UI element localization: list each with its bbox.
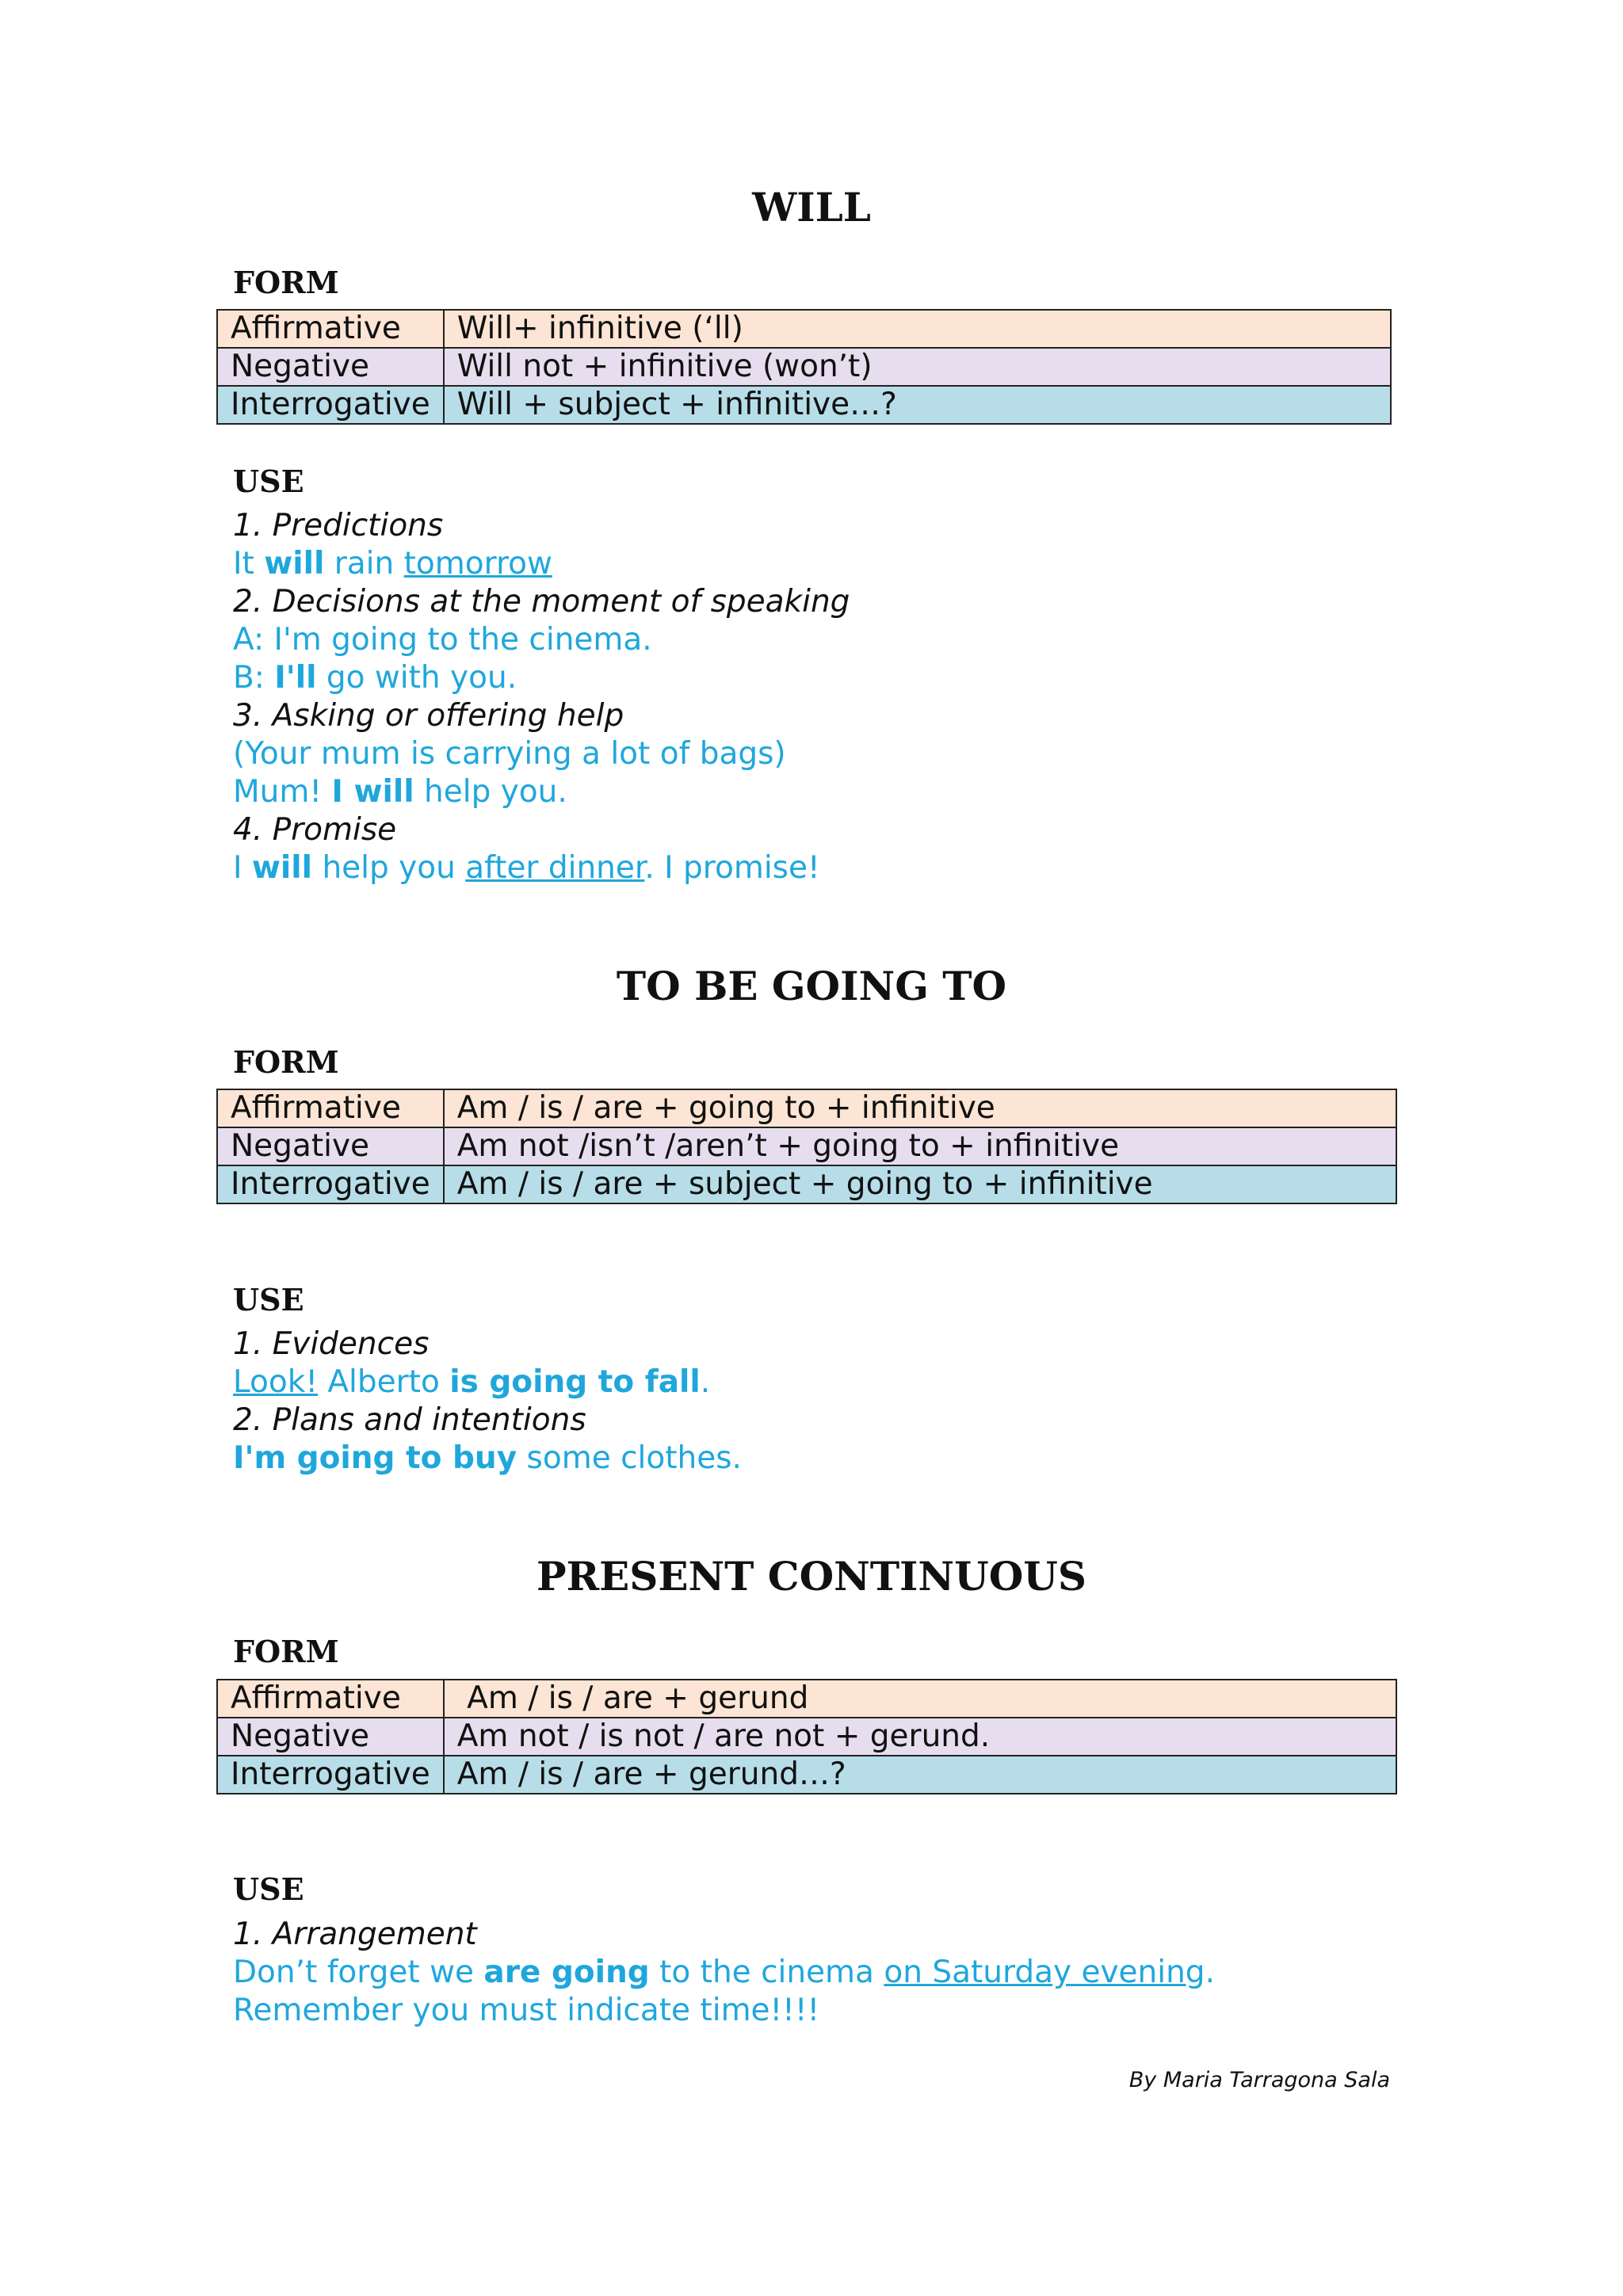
row-value: Am / is / are + gerund…? — [444, 1756, 1396, 1794]
use-item: 2. Plans and intentions — [233, 1402, 586, 1438]
section-title-going-to: TO BE GOING TO — [616, 963, 1007, 1009]
row-label: Interrogative — [217, 1756, 444, 1794]
table-row — [217, 348, 1391, 386]
example-line: I will help you after dinner. I promise! — [233, 850, 820, 886]
row-value: Am / is / are + gerund — [444, 1680, 1396, 1718]
use-item: 2. Decisions at the moment of speaking — [233, 584, 850, 620]
row-label: Negative — [217, 1718, 444, 1756]
row-value: Will not + infinitive (won’t) — [444, 348, 1391, 386]
form-table-present-continuous — [216, 1679, 1397, 1794]
row-label: Affirmative — [217, 1089, 444, 1127]
table-row — [217, 1127, 1396, 1165]
use-heading-will: USE — [233, 463, 304, 499]
example-line: Remember you must indicate time!!!! — [233, 1993, 820, 2028]
example-line: Mum! I will help you. — [233, 774, 567, 810]
form-heading-going-to: FORM — [233, 1044, 339, 1080]
table-row — [217, 1165, 1396, 1203]
example-line: It will rain tomorrow — [233, 546, 552, 582]
use-list-going-to — [233, 1325, 742, 1478]
use-heading-present-continuous: USE — [233, 1871, 304, 1907]
row-label: Negative — [217, 348, 444, 386]
example-line: A: I'm going to the cinema. — [233, 622, 652, 658]
form-table-going-to — [216, 1089, 1397, 1204]
row-value: Will+ infinitive (‘ll) — [444, 310, 1391, 348]
use-list-present-continuous — [233, 1916, 1215, 2030]
section-title-will: WILL — [752, 184, 871, 231]
example-line: Look! Alberto is going to fall. — [233, 1364, 711, 1400]
table-row — [217, 1089, 1396, 1127]
table-row — [217, 386, 1391, 424]
example-line: (Your mum is carrying a lot of bags) — [233, 736, 786, 772]
use-list-will — [233, 507, 850, 887]
row-value: Will + subject + infinitive…? — [444, 386, 1391, 424]
use-heading-going-to: USE — [233, 1282, 304, 1318]
form-heading-will: FORM — [233, 265, 339, 300]
row-label: Affirmative — [217, 1680, 444, 1718]
example-line: I'm going to buy some clothes. — [233, 1440, 742, 1476]
table-row — [217, 1756, 1396, 1794]
use-item: 1. Predictions — [233, 508, 444, 543]
row-value: Am not /isn’t /aren’t + going to + infinitive — [444, 1127, 1396, 1165]
example-line: Don’t forget we are going to the cinema on Saturday evening. — [233, 1955, 1215, 1990]
row-value: Am / is / are + subject + going to + infinitive — [444, 1165, 1396, 1203]
row-value: Am / is / are + going to + infinitive — [444, 1089, 1396, 1127]
use-item: 3. Asking or offering help — [233, 698, 624, 734]
row-value: Am not / is not / are not + gerund. — [444, 1718, 1396, 1756]
form-heading-present-continuous: FORM — [233, 1634, 339, 1669]
example-line: B: I'll go with you. — [233, 660, 517, 696]
row-label: Interrogative — [217, 386, 444, 424]
table-row — [217, 1680, 1396, 1718]
use-item: 1. Evidences — [233, 1326, 430, 1362]
form-table-will — [216, 309, 1392, 425]
use-item: 4. Promise — [233, 812, 397, 848]
table-row — [217, 1718, 1396, 1756]
row-label: Affirmative — [217, 310, 444, 348]
author-signature: By Maria Tarragona Sala — [1128, 2068, 1390, 2092]
table-row — [217, 310, 1391, 348]
section-title-present-continuous: PRESENT CONTINUOUS — [536, 1553, 1087, 1600]
row-label: Negative — [217, 1127, 444, 1165]
use-item: 1. Arrangement — [233, 1917, 477, 1952]
row-label: Interrogative — [217, 1165, 444, 1203]
